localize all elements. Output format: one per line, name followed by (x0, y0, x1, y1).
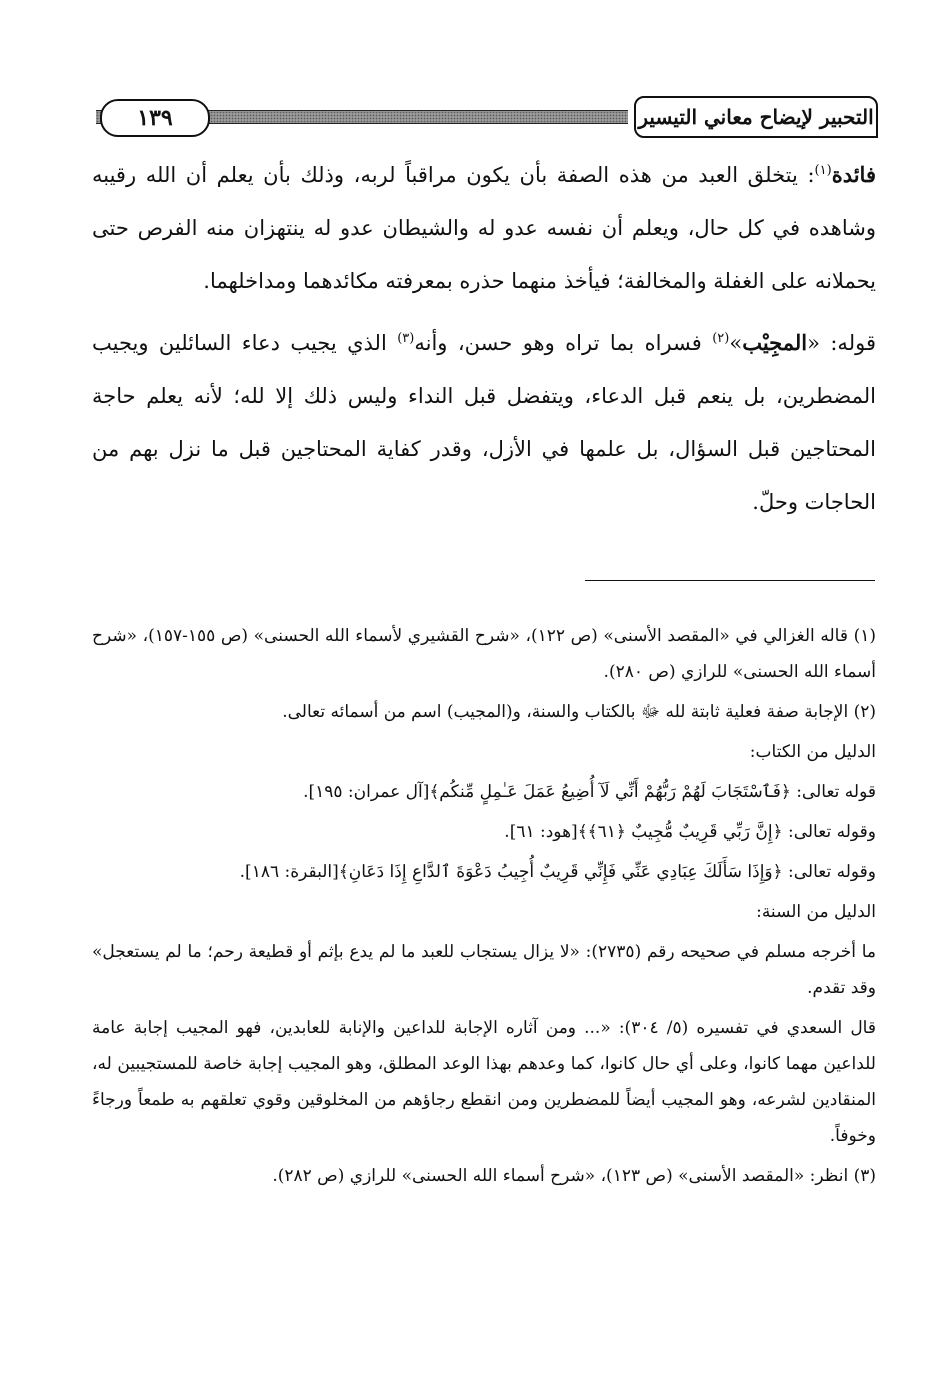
footnote-verse-baqarah: وقوله تعالى: ﴿وَإِذَا سَأَلَكَ عِبَادِي عَنِّي فَإِنِّي قَرِيبٌ أُجِيبُ دَعْوَةَ ٱلدَّاعِ إِذَا دَعَانِ﴾[البقرة: ١٨٦]. (239, 862, 876, 882)
paragraph-fa-ida (92, 148, 876, 308)
footnote-ref-2: (٢) (712, 331, 730, 346)
page-number: ١٣٩ (100, 99, 210, 137)
al-mujib-term: المجِيْب (742, 330, 808, 355)
footnote-evidence-quran-heading: الدليل من الكتاب: (749, 742, 876, 762)
footnote-hadith-muslim: ما أخرجه مسلم في صحيحه رقم (٢٧٣٥): «لا يزال يستجاب للعبد ما لم يدع بإثم أو قطيعة رحم؛ ما لم يستعجل» وقد تقدم. (92, 942, 876, 998)
footnote-3: (٣) انظر: «المقصد الأسنى» (ص ١٢٣)، «شرح أسماء الله الحسنى» للرازي (ص ٢٨٢). (272, 1166, 876, 1186)
fa-ida-label: فائدة (831, 162, 876, 187)
footnote-saadi-quote: قال السعدي في تفسيره (٥/ ٣٠٤): «... ومن آثاره الإجابة للداعين والإنابة للعابدين، فهو المجيب إجابة عامة للداعين مهما كانوا، وعلى أي حال كانوا، كما وعدهم بهذا الوعد المطلق، وهو المجيب إجابة خاصة للمستجيبين له، المنقادين لشرعه، وهو المجيب أيضاً للمضطرين ومن انقطع رجاؤهم من المخلوقين وقوي تعلقهم به طمعاً ورجاءً وخوفاً. (92, 1018, 876, 1146)
footnote-separator (585, 580, 875, 581)
paragraph-al-mujib: قوله: «المجِيْب»$^{(٢)}$ فسراه بما تراه وهو حسن، وأنه$^{(٣)}$ الذي يجيب دعاء السائلين ويجيب المضطرين، بل ينعم قبل الدعاء، ويتفضل قبل النداء وليس ذلك إلا لله؛ لأنه يعلم حاجة المحتاجين قبل السؤال، بل علمها في الأزل، وقدر كفاية المحتاجين قبل ما نزل بهم من الحاجات وحلّ. (92, 330, 876, 514)
footnote-2: (٢) الإجابة صفة فعلية ثابتة لله ﷻ بالكتاب والسنة، و(المجيب) اسم من أسمائه تعالى. (282, 702, 876, 722)
footnote-verse-hud: وقوله تعالى: ﴿إِنَّ رَبِّي قَرِيبٌ مُّجِيبٌ ﴿٦١﴾﴾[هود: ٦١]. (504, 822, 876, 842)
main-body (92, 148, 876, 537)
page-header (88, 96, 878, 140)
fa-ida-text: : يتخلق العبد من هذه الصفة بأن يكون مراقباً لربه، وذلك بأن يعلم أن الله رقيبه وشاهده في كل حال، ويعلم أن نفسه عدو له والشيطان عدو له ينتهزان منه الفرص حتى يحملانه على الغفلة والمخالفة؛ فيأخذ منهما حذره بمعرفته مكائدهما ومداخلهما. (92, 163, 876, 293)
footnote-verse-al-imran: قوله تعالى: ﴿فَٱسْتَجَابَ لَهُمْ رَبُّهُمْ أَنِّي لَآ أُضِيعُ عَمَلَ عَـٰمِلٍ مِّنكُم﴾[آل عمران: ١٩٥]. (303, 782, 876, 802)
book-title: التحبير لإيضاح معاني التيسير (634, 96, 878, 138)
footnote-evidence-sunnah-heading: الدليل من السنة: (756, 902, 876, 922)
footnote-ref-1: (١) (814, 163, 832, 178)
footnotes (92, 618, 876, 1198)
footnote-1: (١) قاله الغزالي في «المقصد الأسنى» (ص ١٢٢)، «شرح القشيري لأسماء الله الحسنى» (ص ١٥٥-١٥٧)، «شرح أسماء الله الحسنى» للرازي (ص ٢٨٠). (92, 626, 876, 682)
footnote-ref-3: (٣) (397, 331, 415, 346)
